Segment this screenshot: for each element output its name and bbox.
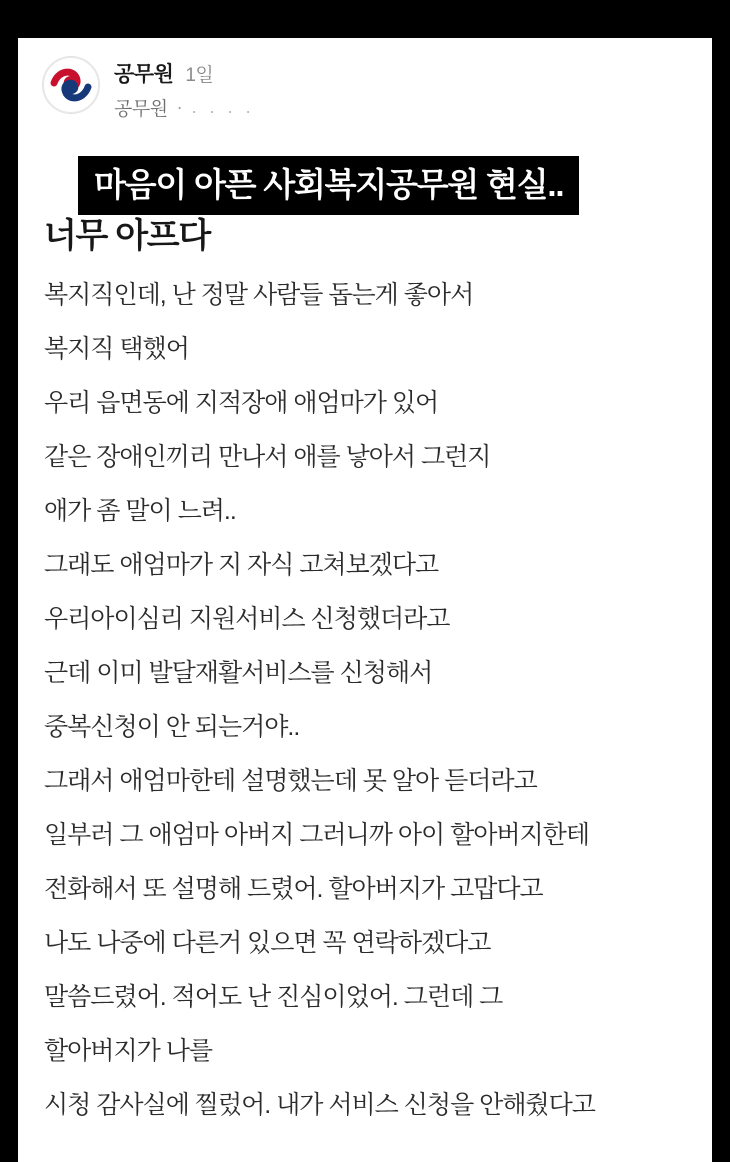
korea-government-emblem-icon [43,57,99,113]
post-line: 우리 읍면동에 지적장애 애엄마가 있어 [44,388,439,417]
post-sub-author: 공무원 [114,99,168,120]
post-line: 애가 좀 말이 느려.. [44,496,236,525]
post-line: 그래도 애엄마가 지 자식 고쳐보겠다고 [44,550,439,579]
post-body [18,216,712,1118]
post-header-text [114,56,255,121]
overlay-caption: 마음이 아픈 사회복지공무원 현실.. [78,156,579,215]
avatar[interactable] [42,56,100,114]
post-line: 근데 이미 발달재활서비스를 신청해서 [44,658,433,687]
post-line: 시청 감사실에 찔렀어. 내가 서비스 신청을 안해줬다고 [44,1090,595,1119]
post-line: 할아버지가 나를 [44,1036,212,1065]
trailing-dots: . . . . [191,97,255,117]
post-title: 너무 아프다 [44,217,210,255]
post-line: 그래서 애엄마한테 설명했는데 못 알아 듣더라고 [44,766,537,795]
post-line: 전화해서 또 설명해 드렸어. 할아버지가 고맙다고 [44,874,543,903]
post-line: 복지직 택했어 [44,334,189,363]
separator-dot-icon: · [176,97,183,117]
post-line: 나도 나중에 다른거 있으면 꼭 연락하겠다고 [44,928,491,957]
post-header-primary [114,58,255,88]
post-line: 같은 장애인끼리 만나서 애를 낳아서 그런지 [44,442,491,471]
post-line: 우리아이심리 지원서비스 신청했더라고 [44,604,450,633]
post-line: 복지직인데, 난 정말 사람들 돕는게 좋아서 [44,280,474,309]
post-line: 일부러 그 애엄마 아버지 그러니까 아이 할아버지한테 [44,820,589,849]
post-line: 중복신청이 안 되는거야.. [44,712,300,741]
post-header-secondary [114,94,255,121]
post-author[interactable]: 공무원 [114,63,174,86]
post-card [18,38,712,1162]
post-line: 말씀드렸어. 적어도 난 진심이었어. 그런데 그 [44,982,503,1011]
post-header [18,38,712,120]
post-timestamp: 1일 [185,65,214,86]
